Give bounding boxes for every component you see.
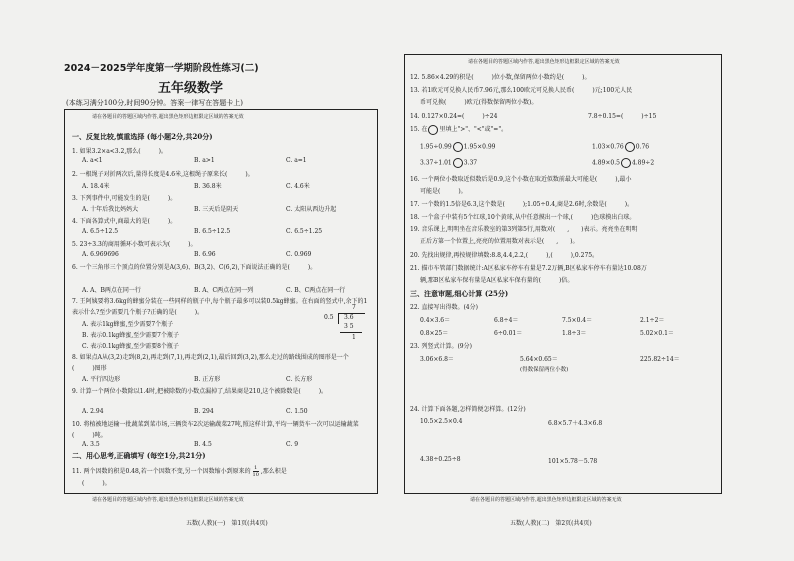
q4-option-c: C. 6.5÷1.25 [286,228,323,235]
q3-option-c: C. 太阳从西边升起 [286,206,337,213]
q10-option-c: C. 9 [286,441,299,448]
page1-instruction: (本练习满分100分,时间90分钟。答案一律写在答题卡上) [66,99,243,107]
q15-r1c: 1.03×0.76 [592,143,624,151]
q15-r2b: 3.37 [463,159,478,167]
q8-option-a: A. 平行四边形 [82,376,121,383]
q15-r1a: 1.95÷0.99 [420,143,452,151]
q16-text-b: 可能是( )。 [420,188,467,195]
q23-text: 23. 列竖式计算。(9分) [410,343,472,350]
section3-heading: 三、注意审题,细心计算 (25分) [410,289,509,298]
q11-fraction-den: 10 [252,472,259,478]
page1-footer: 五数(人教)(一) 第1页(共4页) [186,520,268,527]
page1-answer-note: 请在各题目的答题区域内作答,超出黑色矩形边框限定区域的答案无效 [92,114,244,120]
q3-text: 3. 下列事件中,可能发生的是( )。 [72,195,177,202]
q7-text: 7. 王阿姨要将3.6kg的蜂蜜分装在一些同样的瓶子中,每个瓶子最多可以装0.5kg蜂蜜。在右面的竖式中,余下的1表示什么?至少需要几个瓶子?正确的是( )。 [72,298,368,316]
q2-text: 2. 一根绳子对折两次后,量得长度是4.6米,这根绳子原来长( )。 [72,171,254,178]
q22-item: 1.8÷3＝ [562,330,587,337]
q7-option-c: C. 表示0.1kg蜂蜜,至少需要8个瓶子 [82,343,179,350]
q10-option-b: B. 4.5 [194,441,212,448]
q15-row1-left [420,142,496,152]
page2-footer-note: 请在各题目的答题区域内作答,超出黑色矩形边框限定区域的答案无效 [470,497,622,503]
q23-item: 225.82÷14＝ [640,356,680,363]
q16-text-a: 16. 一个两位小数取近似数后是0.9,这个小数在取近似数前最大可能是( ),最小 [410,176,632,183]
q9-text: 9. 计算一个两位小数除以1.4时,把被除数的小数点漏掉了,结果商是210,这个被除数是( )。 [72,388,328,395]
q4-option-b: B. 6.5÷12.5 [194,228,231,235]
q8-text: 8. 如果点A从(3,2)走到(8,2),再走到(7,1),再走到(2,1),最后回到(3,2),那么走过的路线围成的图形是一个( )图形 [72,354,349,372]
q4-option-a: A. 6.5÷12.5 [82,228,119,235]
q15-r1b: 1.95×0.99 [463,143,496,151]
q7-product: 3 5 [344,323,354,330]
q6-option-b: B. A、C两点在同一列 [194,287,254,294]
q6-option-c: C. B、C两点在同一行 [286,287,346,294]
q15-row2-left [420,158,477,168]
q2-option-c: C. 4.6米 [286,183,310,190]
q20-text: 20. 先找出规律,再按规律填数:8.8,4.4,2.2,( ),( ),0.275。 [410,252,599,259]
q22-item: 5.02×0.1＝ [640,330,674,337]
compare-circle-icon [428,125,438,135]
q11-text [72,465,287,478]
q12-text: 12. 5.86×4.29的积是( )位小数,保留两位小数约是( )。 [410,74,591,81]
q9-option-a: A. 2.94 [82,408,104,415]
q8-option-c: C. 长方形 [286,376,313,383]
q15-r2-circle-left[interactable] [453,158,463,168]
q18-text: 18. 一个盒子中装有5个红球,10个黄球,从中任意摸出一个球,( )色球摸出白球。 [410,214,636,221]
q10-option-a: A. 3.5 [82,441,100,448]
q10-text: 10. 将植被地运输一批蔬菜到菜市场,三辆货车2次运输蔬菜27吨,照这样计算,平均一辆货车一次可以运输蔬菜( )吨。 [72,421,359,439]
q7-option-a: A. 表示1kg蜂蜜,至少需要7个瓶子 [82,321,174,328]
q9-option-b: B. 294 [194,408,214,415]
q11-text-a: 11. 两个因数的积是0.48,若一个因数不变,另一个因数缩小到原来的 [72,468,251,475]
q5-option-b: B. 6.96 [194,251,216,258]
q14-text: 14. 0.127×0.24=( )÷24 [410,113,498,120]
q1-option-c: C. a=1 [286,157,307,164]
page2-answer-box [404,54,722,494]
q23-item: 5.64×0.65＝ [520,356,558,363]
q23-note: (得数保留两位小数) [520,367,569,373]
q7-quotient: 7 [352,304,356,311]
q13-text-b: 币可兑换( )欧元(得数保留两位小数)。 [420,99,538,106]
q3-option-b: B. 三天后是阴天 [194,206,239,213]
q21-text-a: 21. 描市车管部门数据统计:A区私家车停车有量是7.2万辆,B区私家车停车有量达10.08万 [410,265,647,272]
q22-item: 6.8÷4＝ [494,317,519,324]
q24-item: 10.5×2.5×0.4 [420,418,463,425]
q11-fraction-num: 1 [254,465,258,471]
q4-text: 4. 下面各算式中,商最大的是( )。 [72,218,177,225]
q14-text-b: 7.8÷0.15=( )÷15 [588,113,657,120]
q7-option-b: B. 表示0.1kg蜂蜜,至少需要7个瓶子 [82,332,179,339]
page1-subject: 五年级数学 [158,81,224,96]
q9-option-c: C. 1.50 [286,408,308,415]
section1-heading: 一、反复比较,慎重选择 (每小题2分,共20分) [72,132,213,141]
q7-remainder: 1 [352,334,356,341]
q23-item: 3.06×6.8＝ [420,356,454,363]
section2-heading: 二、用心思考,正确填写 (每空1分,共21分) [72,451,206,460]
q7-division-figure [322,304,372,350]
q11-fraction [253,465,259,478]
q21-text-b: 辆,那B区私家车保有量是A区私家车保有量的( )倍。 [420,277,574,284]
q19-text-a: 19. 音乐课上,明明坐在音乐教室的第3列第5行,用数对( , )表示。亮亮坐在明明 [410,226,638,233]
q22-item: 6÷0.01＝ [494,330,523,337]
q7-division-line [340,332,362,333]
q15-row1-right [592,142,649,152]
page1-footer-note: 请在各题目的答题区域内作答,超出黑色矩形边框限定区域的答案无效 [92,497,244,503]
q15-r1d: 0.76 [635,143,650,151]
q24-item: 4.38÷0.25÷8 [420,456,461,463]
q7-dividend: 3.6 [344,314,354,321]
q11-answer-blank: ( )。 [82,480,111,487]
q15-r2-circle-right[interactable] [621,158,631,168]
q15-r1-circle-left[interactable] [453,142,463,152]
q22-item: 0.8×25＝ [420,330,449,337]
q15-r2c: 4.89×0.5 [592,159,620,167]
q5-option-a: A. 6.969696 [82,251,119,258]
q15-text [410,124,507,135]
q1-option-b: B. a>1 [194,157,215,164]
q13-text-a: 13. 若1欧元可兑换人民币7.96元,那么100欧元可兑换人民币( )元;100元人民 [410,87,633,94]
q15-text-b: 里填上">"、"<"或"="。 [439,126,508,133]
q22-item: 2.1÷2＝ [640,317,665,324]
q7-divisor: 0.5 [324,314,334,321]
q5-option-c: C. 0.969 [286,251,312,258]
q11-text-b: ,那么积是 [260,468,287,475]
q17-text: 17. 一个数的1.5倍是6.3,这个数是( );1.05÷0.4,商是2.6时,余数是( )。 [410,201,634,208]
page2-answer-note: 请在各题目的答题区域内作答,超出黑色矩形边框限定区域的答案无效 [468,59,620,65]
q15-text-a: 15. 在 [410,126,428,133]
q22-item: 7.5×0.4＝ [562,317,593,324]
q15-r1-circle-right[interactable] [625,142,635,152]
q22-text: 22. 直接写出得数。(4分) [410,304,478,311]
q24-text: 24. 计算下面各题,怎样简便怎样算。(12分) [410,406,526,413]
q24-item: 6.8×5.7＋4.3×6.8 [548,420,603,427]
q19-text-b: 正后方第一个位置上,亮亮的位置用数对表示是( , )。 [420,238,579,245]
q6-option-a: A. A、B两点在同一行 [82,287,141,294]
q15-r2a: 3.37÷1.01 [420,159,452,167]
page2-footer: 五数(人教)(二) 第2页(共4页) [510,520,592,527]
q5-text: 5. 23÷3.3的商用循环小数可表示为( )。 [72,241,197,248]
q6-text: 6. 一个三角形三个顶点的位置分别是A(3,6)、B(3,2)、C(6,2),下面说法正确的是( )。 [72,264,317,271]
q24-item: 101×5.78－5.78 [548,458,598,465]
q2-option-a: A. 18.4米 [82,183,110,190]
q8-option-b: B. 正方形 [194,376,221,383]
q1-option-a: A. a<1 [82,157,103,164]
q22-item: 0.4×3.6＝ [420,317,451,324]
page1-title: 2024－2025学年度第一学期阶段性练习(二) [64,63,259,74]
q15-r2d: 4.89÷2 [631,159,655,167]
q2-option-b: B. 36.8米 [194,183,222,190]
q15-row2-right [592,158,654,168]
q1-text: 1. 如果3.2×a<3.2,那么( )。 [72,148,167,155]
q3-option-a: A. 十年后我比妈妈大 [82,206,139,213]
